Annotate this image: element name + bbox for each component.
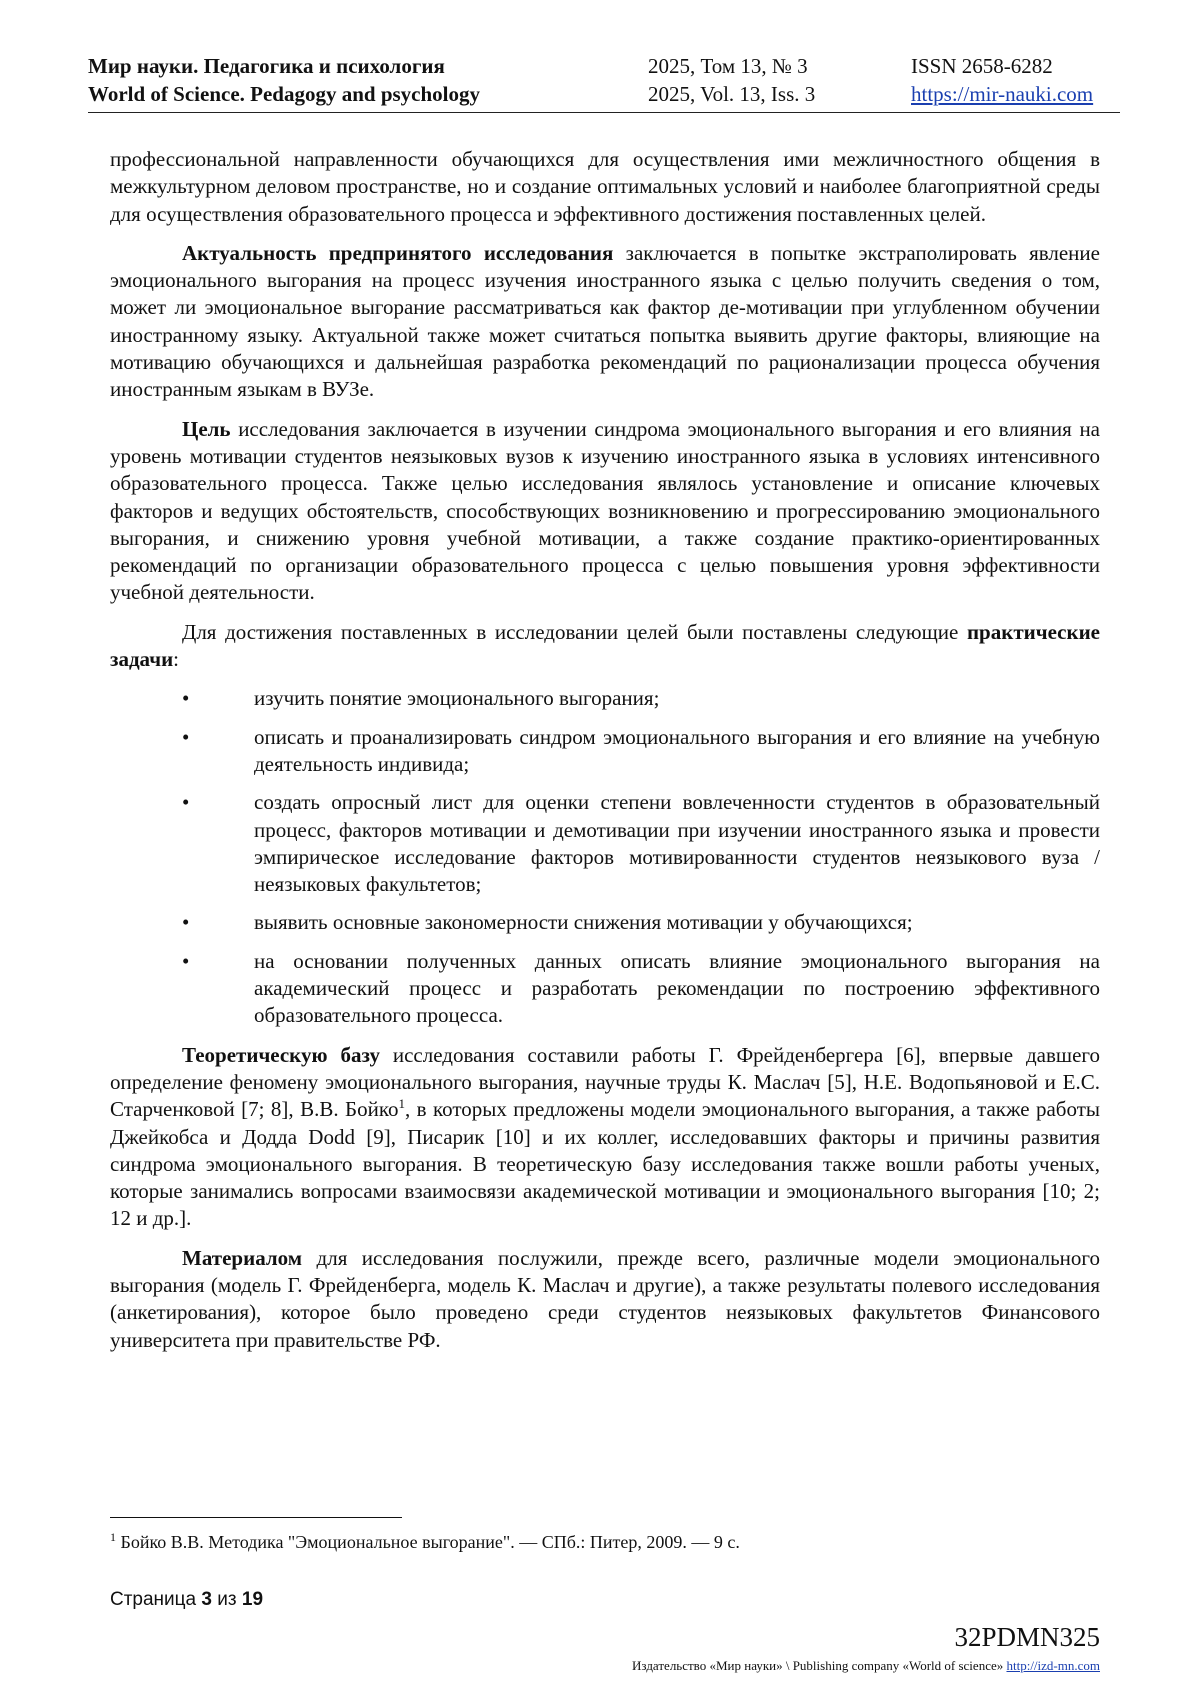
publisher-text: Издательство «Мир науки» \ Publishing company «World of science» [632,1658,1007,1673]
list-item [110,724,1100,779]
list-item [110,685,1100,712]
list-item [110,948,1100,1030]
footnote-divider [110,1517,402,1518]
goal-heading: Цель [182,416,231,441]
task-text: описать и проанализировать синдром эмоционального выгорания и его влияние на учебную деятельность индивида; [254,724,1100,776]
theory-heading: Теоретическую базу [182,1042,380,1067]
footnote-text: Бойко В.В. Методика "Эмоциональное выгорание". — СПб.: Питер, 2009. — 9 с. [116,1532,740,1552]
bullet-icon: • [182,790,190,815]
issue-ru: 2025, Том 13, № 3 [648,54,808,78]
paragraph-goal [110,416,1100,607]
theory-text-1: исследования составили работы Г. Фрейденбергера [6], впервые давшего определение феномену эмоционального выгорания, научные труды К. Маслач [5], Н.Е. Водопьяновой и Е.С. Старченковой [7; 8], В.В. Бойко [110,1042,1100,1122]
page-current: 3 [201,1589,212,1610]
tasks-colon: : [173,647,180,672]
task-text: изучить понятие эмоционального выгорания; [254,686,660,711]
running-header [88,52,1120,113]
issn: ISSN 2658-6282 [911,54,1053,78]
bullet-icon: • [182,724,190,749]
relevance-heading: Актуальность предпринятого исследования [182,240,614,265]
footnote [110,1530,1100,1554]
task-text: выявить основные закономерности снижения мотивации у обучающихся; [254,910,913,935]
bullet-icon: • [182,686,190,711]
theory-text-2: , в которых предложены модели эмоционального выгорания, а также работы Джейкобса и Додда Dodd [9], Писарик [10] и их коллег, исследовавших факторы и причины развития синдрома эмоционального выгорания. В теоретическую базу исследования также вошли работы ученых, которые занимались вопросами взаимосвязи академической мотивации и эмоционального выгорания [10; 2; 12 и др.]. [110,1097,1100,1231]
issue-en: 2025, Vol. 13, Iss. 3 [648,82,816,106]
paragraph-theory [110,1042,1100,1233]
page-of: из [211,1589,242,1610]
task-text: на основании полученных данных описать влияние эмоционального выгорания на академический процесс и разработать рекомендации по построению эффективного образовательного процесса. [254,948,1100,1028]
page-total: 19 [241,1589,264,1610]
list-item [110,789,1100,898]
tasks-list [110,685,1100,1029]
publisher-link[interactable]: http://izd-mn.com [1006,1658,1100,1673]
paragraph-material [110,1245,1100,1354]
publisher-line [632,1657,1100,1675]
footnote-mark: 1 [110,1530,116,1544]
journal-title-ru: Мир науки. Педагогика и психология [88,54,445,78]
task-text: создать опросный лист для оценки степени вовлеченности студентов в образовательный процесс, факторов мотивации и демотивации при изучении иностранного языка и провести эмпирическое исследование факторов мотивированности студентов неязыкового вуза / неязыковых факультетов; [254,790,1100,897]
page-prefix: Страница [110,1589,202,1610]
paragraph-intro: профессиональной направленности обучающихся для осуществления ими межличностного общения в межкультурном деловом пространстве, но и создание оптимальных условий и наиболее благоприятной среды для осуществления образовательного процесса и эффективного достижения поставленных целей. [110,147,1100,226]
footnote-ref[interactable]: 1 [398,1096,405,1112]
paragraph-relevance [110,240,1100,404]
tasks-heading: практические задачи [110,619,1100,672]
paragraph-tasks-intro [110,619,1100,674]
article-body [110,146,1100,1366]
journal-title-en: World of Science. Pedagogy and psychology [88,82,481,106]
page-number [110,1588,263,1612]
article-code: 32PDMN325 [954,1622,1100,1652]
bullet-icon: • [182,910,190,935]
material-heading: Материалом [182,1245,303,1270]
material-text: для исследования послужили, прежде всего, различные модели эмоционального выгорания (модель Г. Фрейденберга, модель К. Маслач и другие), а также результаты полевого исследования (анкетирования), которое было проведено среди студентов неязыковых факультетов Финансового университета при правительстве РФ. [110,1245,1100,1352]
relevance-text: заключается в попытке экстраполировать явление эмоционального выгорания на процесс изучения иностранного языка с целью получить сведения о том, может ли эмоциональное выгорание рассматриваться как фактор де-мотивации при углубленном обучении иностранному языку. Актуальной также может считаться попытка выявить другие факторы, влияющие на мотивацию обучающихся и дальнейшая разработка рекомендаций по рационализации процесса обучения иностранным языкам в ВУЗе. [110,240,1100,402]
list-item [110,909,1100,936]
goal-text: исследования заключается в изучении синдрома эмоционального выгорания и его влияния на уровень мотивации студентов неязыковых вузов к изучению иностранного языка в условиях интенсивного образовательного процесса. Также целью исследования являлось установление и описание ключевых факторов и ведущих обстоятельств, способствующих возникновению и прогрессированию эмоционального выгорания, и снижению уровня учебной мотивации, а также создание практико-ориентированных рекомендаций по организации образовательного процесса с целью повышения уровня эффективности учебной деятельности. [110,416,1100,605]
bullet-icon: • [182,948,190,973]
journal-site-link[interactable]: https://mir-nauki.com [911,82,1094,106]
tasks-intro-text: Для достижения поставленных в исследовании целей были поставлены следующие [182,619,967,644]
